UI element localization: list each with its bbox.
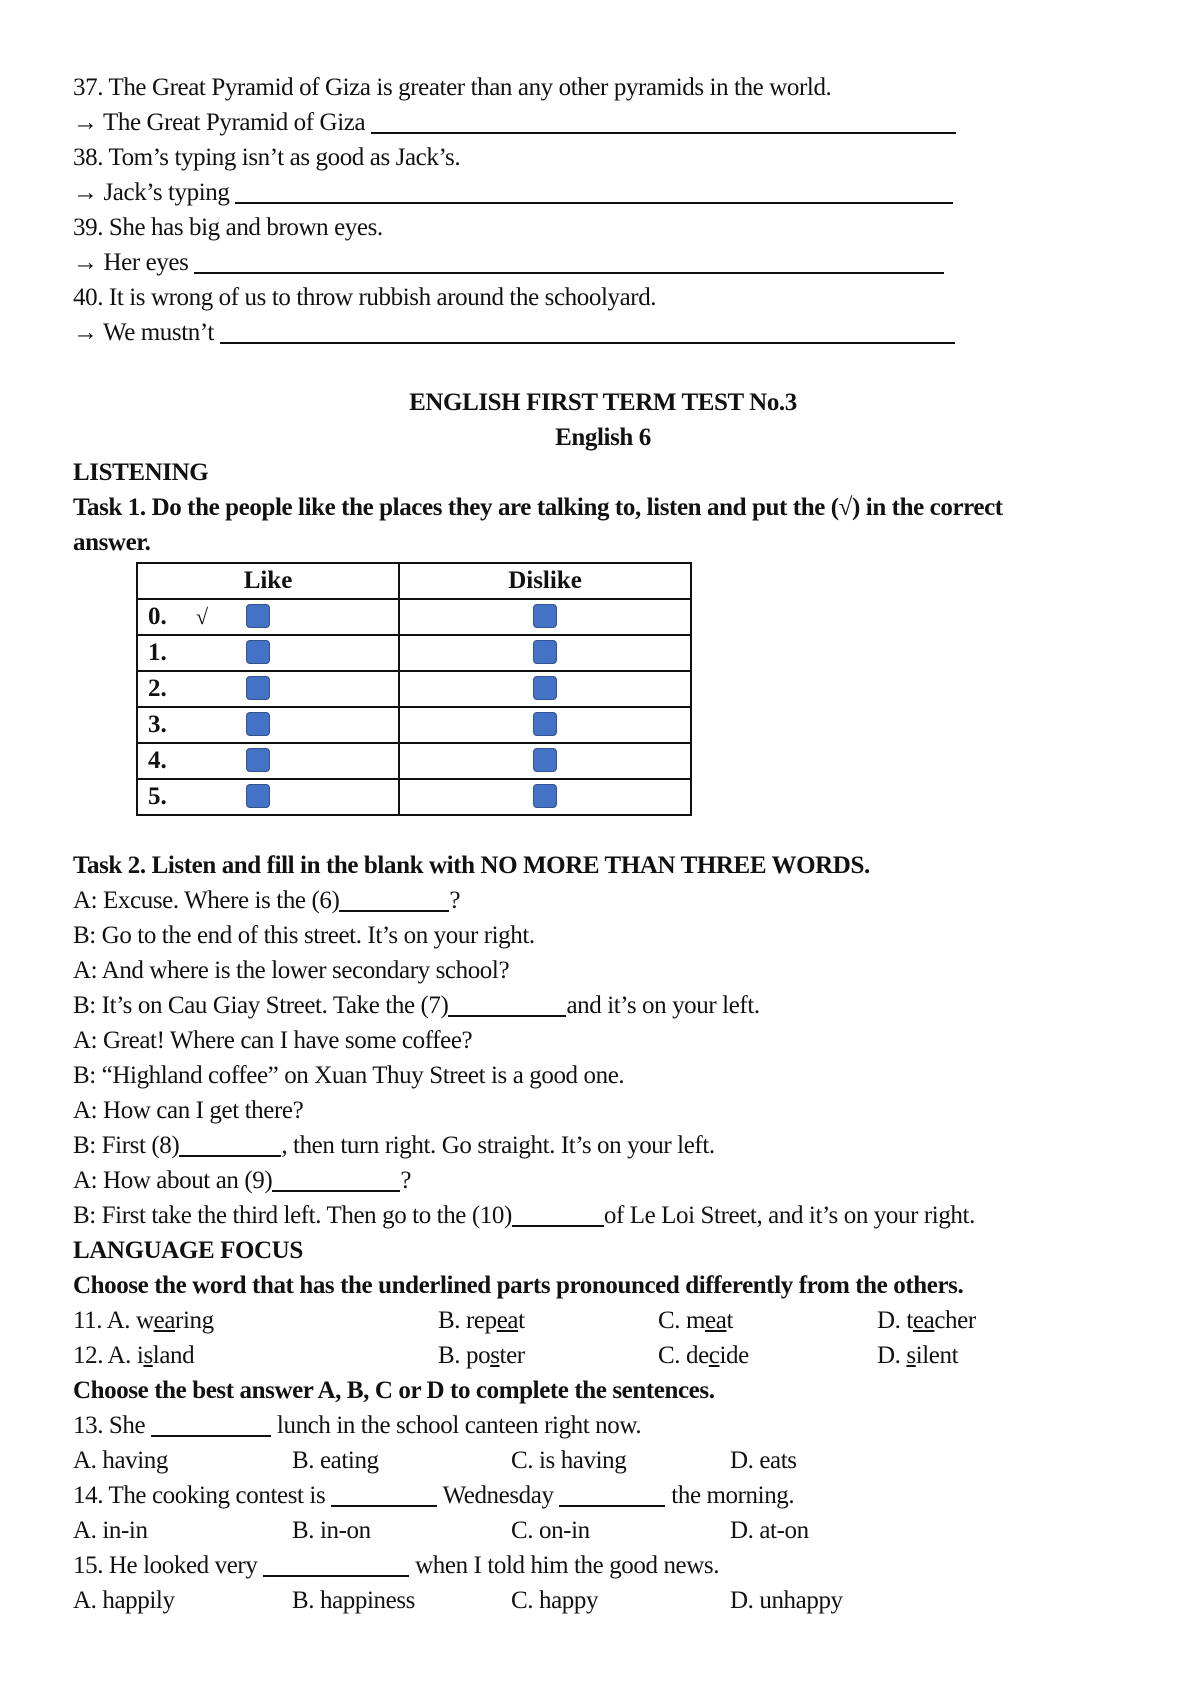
word-part: w: [135, 1307, 154, 1334]
question-11: [73, 1303, 1133, 1338]
like-checkbox[interactable]: [246, 604, 270, 628]
question-14: [73, 1478, 1133, 1513]
dialogue-text: of Le Loi Street, and it’s on your right.: [603, 1202, 975, 1229]
dislike-cell: [399, 743, 691, 779]
answer-blank[interactable]: [235, 176, 953, 204]
dialogue-line: B: Go to the end of this street. It’s on your right.: [73, 922, 535, 949]
word-part: t: [726, 1307, 733, 1334]
dislike-checkbox[interactable]: [533, 784, 557, 808]
row-number: 3.: [148, 711, 167, 738]
word-part: land: [152, 1342, 195, 1369]
answer-39: [73, 245, 1133, 280]
question-text: 13. She: [73, 1412, 146, 1439]
option-d[interactable]: D. eats: [730, 1447, 797, 1474]
word-part: po: [465, 1342, 491, 1369]
question-text: lunch in the school canteen right now.: [276, 1412, 642, 1439]
underlined-part: c: [708, 1342, 720, 1369]
underlined-part: ea: [496, 1307, 519, 1334]
option-b[interactable]: [438, 1338, 658, 1373]
dialogue-line: [73, 988, 1133, 1023]
word-part: rep: [465, 1307, 497, 1334]
option-b[interactable]: [438, 1303, 658, 1338]
table-header-row: [137, 563, 691, 599]
like-cell: [137, 635, 399, 671]
option-c[interactable]: C. on-in: [511, 1517, 590, 1544]
answer-blank[interactable]: [220, 316, 955, 344]
task1-instruction: Task 1. Do the people like the places they are talking to, listen and put the (√) in the correct: [73, 494, 1003, 521]
like-checkbox[interactable]: [246, 784, 270, 808]
like-cell: [137, 671, 399, 707]
dislike-checkbox[interactable]: [533, 748, 557, 772]
question-12: [73, 1338, 1133, 1373]
option-a[interactable]: A. having: [73, 1447, 168, 1474]
dialogue-text: A: Excuse. Where is the (6): [73, 887, 340, 914]
underlined-part: ea: [705, 1307, 727, 1334]
answer-blank[interactable]: [371, 106, 956, 134]
like-cell: [137, 743, 399, 779]
dialogue-text: B: It’s on Cau Giay Street. Take the (7): [73, 992, 449, 1019]
dislike-cell: [399, 635, 691, 671]
option-a[interactable]: [73, 1338, 438, 1373]
dialogue-line: A: And where is the lower secondary school?: [73, 957, 510, 984]
like-cell: [137, 707, 399, 743]
option-b[interactable]: B. in-on: [292, 1517, 371, 1544]
option-c[interactable]: C. happy: [511, 1587, 599, 1614]
answer-38: [73, 175, 1133, 210]
question-15: [73, 1548, 1133, 1583]
row-number: 5.: [148, 783, 167, 810]
table-row: [137, 599, 691, 635]
question-text: when I told him the good news.: [415, 1552, 720, 1579]
option-d[interactable]: [877, 1303, 976, 1338]
question-text: Wednesday: [442, 1482, 554, 1509]
question-text: the morning.: [671, 1482, 795, 1509]
question-39: 39. She has big and brown eyes.: [73, 214, 383, 241]
table-row: [137, 779, 691, 815]
dialogue-text: ?: [400, 1167, 412, 1194]
task2-instruction: Task 2. Listen and fill in the blank with NO MORE THAN THREE WORDS.: [73, 852, 870, 879]
question-13: [73, 1408, 1133, 1443]
question-40: 40. It is wrong of us to throw rubbish around the schoolyard.: [73, 284, 657, 311]
like-checkbox[interactable]: [246, 748, 270, 772]
option-d[interactable]: D. unhappy: [730, 1587, 843, 1614]
option-a[interactable]: A. happily: [73, 1587, 175, 1614]
answer-blank[interactable]: [331, 1479, 437, 1507]
options-13: [73, 1443, 1133, 1478]
option-a[interactable]: [73, 1303, 438, 1338]
arrow-icon: →: [73, 179, 98, 206]
option-label: B.: [438, 1342, 461, 1369]
dislike-checkbox[interactable]: [533, 640, 557, 664]
options-14: [73, 1513, 1133, 1548]
option-c[interactable]: [658, 1303, 877, 1338]
word-part: t: [518, 1307, 525, 1334]
underlined-part: s: [143, 1342, 153, 1369]
question-text: 14. The cooking contest is: [73, 1482, 326, 1509]
option-d[interactable]: [877, 1338, 958, 1373]
option-label: 12. A.: [73, 1342, 132, 1369]
worksheet-page: [73, 70, 1133, 1618]
dialogue-line: [73, 1163, 1133, 1198]
question-text: 15. He looked very: [73, 1552, 258, 1579]
test-title: ENGLISH FIRST TERM TEST No.3: [409, 389, 797, 416]
dialogue-line: A: Great! Where can I have some coffee?: [73, 1027, 473, 1054]
option-c[interactable]: C. is having: [511, 1447, 627, 1474]
options-15: [73, 1583, 1133, 1618]
option-label: C.: [658, 1307, 681, 1334]
word-part: ring: [175, 1307, 214, 1334]
dislike-cell: [399, 779, 691, 815]
arrow-icon: →: [73, 319, 98, 346]
word-part: t: [906, 1307, 913, 1334]
blank-7[interactable]: [448, 989, 566, 1017]
arrow-icon: →: [73, 249, 98, 276]
like-cell: [137, 599, 399, 635]
underlined-part: ea: [153, 1307, 176, 1334]
answer-blank[interactable]: [559, 1479, 665, 1507]
dialogue-line: [73, 883, 1133, 918]
dislike-cell: [399, 707, 691, 743]
blank-8[interactable]: [179, 1129, 281, 1157]
dialogue-text: ?: [449, 887, 461, 914]
option-label: D.: [877, 1342, 901, 1369]
word-part: ide: [719, 1342, 749, 1369]
like-checkbox[interactable]: [246, 712, 270, 736]
arrow-icon: →: [73, 109, 98, 136]
section-listening-heading: LISTENING: [73, 459, 209, 486]
answer-blank[interactable]: [194, 246, 944, 274]
word-part: m: [685, 1307, 706, 1334]
word-part: ter: [499, 1342, 525, 1369]
checkmark-icon: √: [196, 604, 209, 629]
option-label: B.: [438, 1307, 461, 1334]
blank-6[interactable]: [339, 884, 449, 912]
row-number: 1.: [148, 639, 167, 666]
option-b[interactable]: B. happiness: [292, 1587, 415, 1614]
dialogue-text: A: How about an (9): [73, 1167, 273, 1194]
dialogue-text: B: First (8): [73, 1132, 180, 1159]
blank-9[interactable]: [272, 1164, 400, 1192]
option-label: C.: [658, 1342, 681, 1369]
test-subtitle: English 6: [555, 424, 651, 451]
dialogue-line: A: How can I get there?: [73, 1097, 304, 1124]
row-number: 4.: [148, 747, 167, 774]
option-d[interactable]: D. at-on: [730, 1517, 809, 1544]
table-row: [137, 707, 691, 743]
table-row: [137, 635, 691, 671]
answer-blank[interactable]: [263, 1549, 409, 1577]
table-row: [137, 671, 691, 707]
dialogue-text: B: First take the third left. Then go to the (10): [73, 1202, 512, 1229]
like-cell: [137, 779, 399, 815]
like-dislike-table: [136, 562, 692, 816]
dialogue-text: , then turn right. Go straight. It’s on your left.: [281, 1132, 715, 1159]
like-checkbox[interactable]: [246, 676, 270, 700]
task1-instruction-cont: answer.: [73, 529, 151, 556]
row-number: 0.: [148, 603, 167, 630]
dislike-cell: [399, 599, 691, 635]
like-checkbox[interactable]: [246, 640, 270, 664]
word-part: i: [136, 1342, 144, 1369]
dislike-checkbox[interactable]: [533, 676, 557, 700]
dislike-cell: [399, 671, 691, 707]
dialogue-line: [73, 1128, 1133, 1163]
option-label: 11. A.: [73, 1307, 131, 1334]
grammar-instruction: Choose the best answer A, B, C or D to complete the sentences.: [73, 1377, 715, 1404]
row-number: 2.: [148, 675, 167, 702]
answer-40: [73, 315, 1133, 350]
col-dislike-header: Dislike: [399, 563, 691, 599]
answer-37: [73, 105, 1133, 140]
option-b[interactable]: B. eating: [292, 1447, 379, 1474]
blank-10[interactable]: [512, 1199, 604, 1227]
answer-starter: Her eyes: [103, 249, 189, 276]
answer-starter: The Great Pyramid of Giza: [103, 109, 366, 136]
table-row: [137, 743, 691, 779]
answer-starter: We mustn’t: [103, 319, 214, 346]
underlined-part: s: [490, 1342, 500, 1369]
dislike-checkbox[interactable]: [533, 712, 557, 736]
pronunciation-instruction: Choose the word that has the underlined parts pronounced differently from the others.: [73, 1272, 964, 1299]
word-part: de: [685, 1342, 709, 1369]
option-c[interactable]: [658, 1338, 877, 1373]
dialogue-text: and it’s on your left.: [566, 992, 760, 1019]
underlined-part: ea: [912, 1307, 935, 1334]
word-part: ilent: [915, 1342, 959, 1369]
dialogue-line: B: “Highland coffee” on Xuan Thuy Street is a good one.: [73, 1062, 625, 1089]
question-37: 37. The Great Pyramid of Giza is greater than any other pyramids in the world.: [73, 74, 832, 101]
underlined-part: s: [906, 1342, 916, 1369]
answer-blank[interactable]: [151, 1409, 271, 1437]
col-like-header: Like: [137, 563, 399, 599]
dialogue-line: [73, 1198, 1133, 1233]
option-a[interactable]: A. in-in: [73, 1517, 148, 1544]
question-38: 38. Tom’s typing isn’t as good as Jack’s.: [73, 144, 461, 171]
answer-starter: Jack’s typing: [103, 179, 230, 206]
dislike-checkbox[interactable]: [533, 604, 557, 628]
option-label: D.: [877, 1307, 901, 1334]
word-part: cher: [934, 1307, 976, 1334]
section-language-focus-heading: LANGUAGE FOCUS: [73, 1237, 303, 1264]
